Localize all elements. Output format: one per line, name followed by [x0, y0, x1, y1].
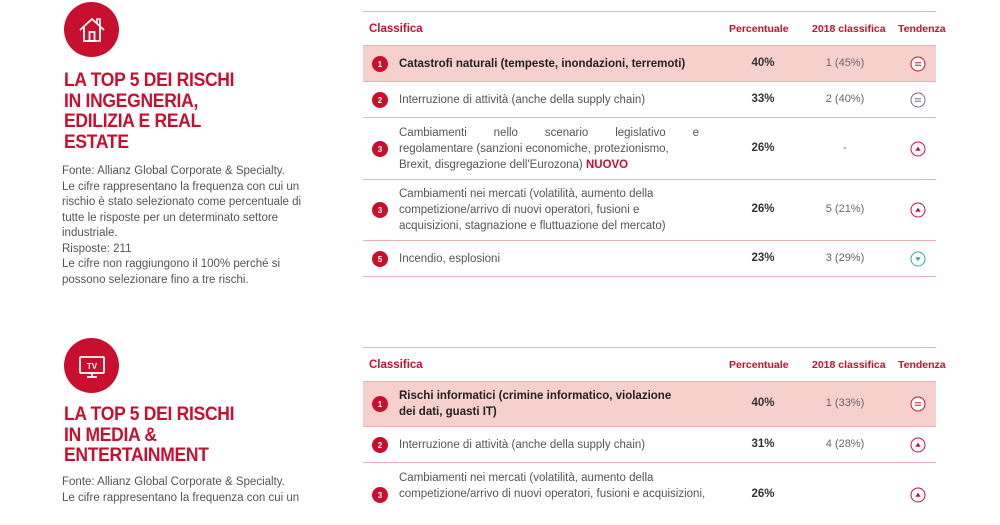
risk-percent: 26% [751, 203, 775, 215]
risk-percent: 40% [751, 57, 775, 69]
trend-equal-icon [910, 92, 926, 108]
rank-badge: 2 [372, 437, 388, 453]
section-title: LA TOP 5 DEI RISCHI IN INGEGNERIA, EDILIZIA E REAL ESTATE [64, 70, 235, 153]
risk-description: Rischi informatici (crimine informatico, violazione dei dati, guasti IT) [399, 390, 672, 418]
table-row [363, 241, 936, 277]
column-percent: Percentuale [729, 359, 789, 371]
table-row [363, 82, 936, 118]
rank-badge: 3 [372, 141, 388, 157]
house-icon [64, 2, 119, 57]
table-row [363, 427, 936, 463]
prev-rank: 1 (45%) [825, 57, 865, 69]
table-header [363, 11, 946, 46]
table-row [363, 180, 936, 241]
prev-rank: 3 (29%) [825, 252, 865, 264]
svg-text:TV: TV [86, 361, 97, 371]
risk-percent: 40% [751, 397, 775, 409]
column-rank: Classifica [369, 23, 423, 35]
tv-icon [64, 338, 119, 393]
rank-badge: 2 [372, 92, 388, 108]
risk-table [363, 347, 946, 525]
prev-rank: 1 (33%) [825, 397, 865, 409]
risk-percent: 26% [751, 142, 775, 154]
column-percent: Percentuale [729, 23, 789, 35]
prev-rank: 4 (28%) [825, 438, 865, 450]
column-prev: 2018 classifica [812, 23, 886, 35]
risk-description: Incendio, esplosioni [399, 253, 501, 265]
rank-badge: 1 [372, 56, 388, 72]
section-title: LA TOP 5 DEI RISCHI IN MEDIA & ENTERTAINMENT [64, 404, 235, 466]
table-row [363, 382, 936, 427]
trend-down-icon [910, 251, 926, 267]
prev-rank: 2 (40%) [825, 93, 865, 105]
trend-equal-icon [910, 56, 926, 72]
trend-up-icon [910, 437, 926, 453]
column-trend: Tendenza [898, 23, 946, 35]
risk-percent: 33% [751, 93, 775, 105]
risk-percent: 23% [751, 252, 775, 264]
trend-up-icon [910, 487, 926, 503]
new-tag: NUOVO [585, 159, 629, 171]
trend-up-icon [910, 202, 926, 218]
risk-description: Cambiamenti nello scenario legislativo e regolamentare (sanzioni economiche, protezionismo, Brexit, disgregazione dell'Eurozona) NUOVO [399, 127, 699, 171]
trend-up-icon [910, 141, 926, 157]
risk-description: Cambiamenti nei mercati (volatilità, aumento della competizione/arrivo di nuovi operatori, fusioni e acquisizioni, [399, 472, 706, 500]
table-row [363, 118, 936, 180]
rank-badge: 3 [372, 487, 388, 503]
column-prev: 2018 classifica [812, 359, 886, 371]
rank-badge: 1 [372, 396, 388, 412]
risk-description: Catastrofi naturali (tempeste, inondazioni, terremoti) [399, 58, 686, 70]
prev-rank: - [843, 142, 847, 154]
table-row [363, 46, 936, 82]
source-note: Fonte: Allianz Global Corporate & Specialty. Le cifre rappresentano la frequenza con cui un rischio è stato selezionato come percentuale di tutte le risposte per un determinato settore industriale. Risposte: 211 Le cifre non raggiungono il 100% perché si possono selezionare fino a tre rischi. [62, 165, 302, 286]
column-trend: Tendenza [898, 359, 946, 371]
table-row [363, 463, 936, 525]
trend-equal-icon [910, 396, 926, 412]
rank-badge: 5 [372, 251, 388, 267]
column-rank: Classifica [369, 359, 423, 371]
rank-badge: 3 [372, 202, 388, 218]
risk-percent: 31% [751, 438, 775, 450]
risk-description: Cambiamenti nei mercati (volatilità, aumento della competizione/arrivo di nuovi operatori, fusioni e acquisizioni, stagnazione e fluttuazione del mercato) [399, 188, 666, 232]
risk-percent: 26% [751, 488, 775, 500]
risk-description: Interruzione di attività (anche della supply chain) [399, 94, 646, 106]
risk-description: Interruzione di attività (anche della supply chain) [399, 439, 646, 451]
table-header [363, 347, 946, 382]
section-media [0, 335, 1000, 504]
risk-table [363, 11, 946, 277]
source-note: Fonte: Allianz Global Corporate & Specialty. Le cifre rappresentano la frequenza con cui un [62, 476, 300, 504]
prev-rank: 5 (21%) [825, 203, 865, 215]
